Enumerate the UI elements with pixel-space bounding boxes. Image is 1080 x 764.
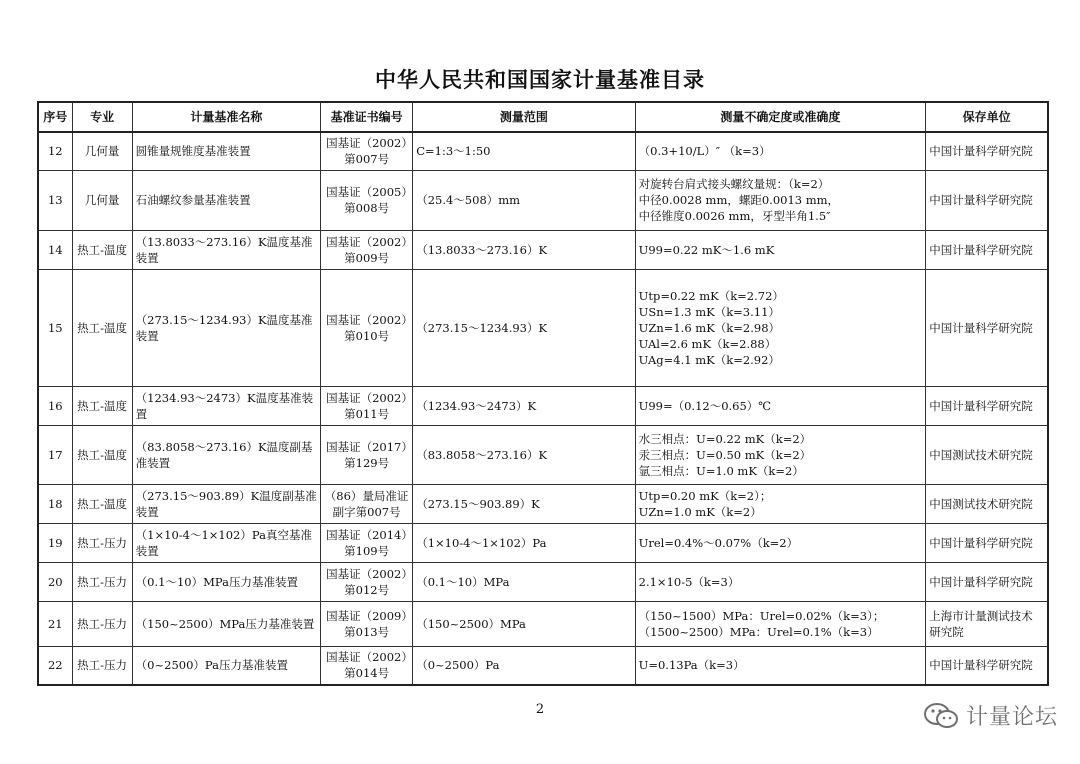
- cell-seq: 16: [38, 386, 72, 425]
- cell-range: （25.4～508）mm: [413, 170, 635, 230]
- cell-seq: 20: [38, 562, 72, 601]
- cell-cert: 国基证（2009）第013号: [321, 601, 413, 646]
- cell-cert: 国基证（2014）第109号: [321, 523, 413, 562]
- cell-cert: （86）量局准证副字第007号: [321, 484, 413, 523]
- cell-uncertainty: [635, 170, 926, 230]
- cell-cert: 国基证（2002）第011号: [321, 386, 413, 425]
- cell-range: （1×10-4～1×102）Pa: [413, 523, 635, 562]
- cell-seq: 13: [38, 170, 72, 230]
- table-body: [38, 132, 1048, 685]
- table-row: [38, 230, 1048, 269]
- cell-seq: 12: [38, 132, 72, 170]
- cell-uncertainty: [635, 601, 926, 646]
- table-row: [38, 484, 1048, 523]
- cell-name: （273.15～1234.93）K温度基准装置: [132, 269, 320, 386]
- cell-name: （150~2500）MPa压力基准装置: [132, 601, 320, 646]
- uncertainty-line: 对旋转台肩式接头螺纹量规：（k=2）: [638, 177, 830, 191]
- cell-seq: 17: [38, 425, 72, 484]
- uncertainty-line: Utp=0.22 mK（k=2.72）: [638, 288, 784, 303]
- header-seq: 序号: [38, 102, 72, 132]
- cell-range: （13.8033～273.16）K: [413, 230, 635, 269]
- cell-unit: 中国测试技术研究院: [926, 425, 1048, 484]
- header-cert: 基准证书编号: [321, 102, 413, 132]
- standards-table: [37, 101, 1049, 686]
- uncertainty-line: U=0.13Pa（k=3）: [638, 658, 745, 673]
- cell-discipline: 热工-压力: [72, 601, 132, 646]
- uncertainty-line: （150~1500）MPa：Urel=0.02%（k=3）；: [638, 608, 885, 623]
- cell-unit: 中国计量科学研究院: [926, 269, 1048, 386]
- cell-discipline: 热工-温度: [72, 269, 132, 386]
- uncertainty-line: UZn=1.0 mK（k=2）: [638, 504, 762, 519]
- cell-unit: 中国测试技术研究院: [926, 484, 1048, 523]
- uncertainty-line: 水三相点：U=0.22 mK（k=2）: [638, 431, 812, 446]
- uncertainty-line: UAl=2.6 mK（k=2.88）: [638, 336, 777, 351]
- header-name: 计量基准名称: [132, 102, 320, 132]
- uncertainty-line: （1500~2500）MPa：Urel=0.1%（k=3）: [638, 624, 879, 639]
- uncertainty-line: 2.1×10-5（k=3）: [638, 574, 740, 589]
- cell-name: （273.15～903.89）K温度副基准装置: [132, 484, 320, 523]
- cell-uncertainty: [635, 425, 926, 484]
- header-uncertainty: 测量不确定度或准确度: [635, 102, 926, 132]
- cell-discipline: 热工-压力: [72, 562, 132, 601]
- cell-range: （273.15～1234.93）K: [413, 269, 635, 386]
- uncertainty-line: UAg=4.1 mK（k=2.92）: [638, 352, 780, 367]
- cell-discipline: 热工-温度: [72, 484, 132, 523]
- cell-uncertainty: [635, 562, 926, 601]
- wechat-icon: [922, 701, 960, 731]
- cell-discipline: 热工-温度: [72, 386, 132, 425]
- uncertainty-line: 中径锥度0.0026 mm，牙型半角1.5″: [638, 209, 831, 223]
- cell-seq: 14: [38, 230, 72, 269]
- cell-seq: 21: [38, 601, 72, 646]
- cell-seq: 15: [38, 269, 72, 386]
- table-row: [38, 523, 1048, 562]
- uncertainty-line: UZn=1.6 mK（k=2.98）: [638, 320, 781, 335]
- table-row: [38, 386, 1048, 425]
- cell-uncertainty: [635, 269, 926, 386]
- cell-name: 圆锥量规锥度基准装置: [132, 132, 320, 170]
- header-discipline: 专业: [72, 102, 132, 132]
- cell-name: （13.8033～273.16）K温度基准装置: [132, 230, 320, 269]
- cell-range: （273.15～903.89）K: [413, 484, 635, 523]
- table-row: [38, 562, 1048, 601]
- uncertainty-line: 中径0.0028 mm，螺距0.0013 mm，: [638, 193, 840, 207]
- cell-name: 石油螺纹参量基准装置: [132, 170, 320, 230]
- cell-uncertainty: [635, 132, 926, 170]
- cell-range: （0.1～10）MPa: [413, 562, 635, 601]
- document-title: 中华人民共和国国家计量基准目录: [375, 68, 705, 92]
- cell-unit: 中国计量科学研究院: [926, 170, 1048, 230]
- cell-unit: 中国计量科学研究院: [926, 646, 1048, 685]
- cell-seq: 18: [38, 484, 72, 523]
- cell-uncertainty: [635, 523, 926, 562]
- cell-uncertainty: [635, 484, 926, 523]
- cell-discipline: 热工-温度: [72, 425, 132, 484]
- cell-cert: 国基证（2017）第129号: [321, 425, 413, 484]
- table-row: [38, 132, 1048, 170]
- table-row: [38, 646, 1048, 685]
- cell-unit: 中国计量科学研究院: [926, 132, 1048, 170]
- cell-discipline: 热工-压力: [72, 523, 132, 562]
- cell-cert: 国基证（2002）第010号: [321, 269, 413, 386]
- uncertainty-line: U99=0.22 mK～1.6 mK: [638, 242, 775, 257]
- cell-range: （0~2500）Pa: [413, 646, 635, 685]
- table-row: [38, 425, 1048, 484]
- watermark-text: 计量论坛: [965, 705, 1058, 730]
- uncertainty-line: Urel=0.4%～0.07%（k=2）: [638, 535, 799, 550]
- cell-cert: 国基证（2002）第009号: [321, 230, 413, 269]
- page-number: 2: [535, 702, 545, 717]
- header-range: 测量范围: [413, 102, 635, 132]
- cell-cert: 国基证（2002）第007号: [321, 132, 413, 170]
- cell-unit: 上海市计量测试技术研究院: [926, 601, 1048, 646]
- cell-range: （1234.93～2473）K: [413, 386, 635, 425]
- cell-unit: 中国计量科学研究院: [926, 230, 1048, 269]
- cell-cert: 国基证（2005）第008号: [321, 170, 413, 230]
- cell-cert: 国基证（2002）第014号: [321, 646, 413, 685]
- cell-discipline: 热工-温度: [72, 230, 132, 269]
- table-row: [38, 170, 1048, 230]
- cell-unit: 中国计量科学研究院: [926, 523, 1048, 562]
- cell-uncertainty: [635, 230, 926, 269]
- cell-name: （0.1～10）MPa压力基准装置: [132, 562, 320, 601]
- cell-name: （1234.93～2473）K温度基准装置: [132, 386, 320, 425]
- cell-uncertainty: [635, 646, 926, 685]
- uncertainty-line: USn=1.3 mK（k=3.11）: [638, 304, 780, 319]
- uncertainty-line: （0.3+10/L）″ （k=3）: [638, 144, 771, 159]
- cell-name: （1×10-4～1×102）Pa真空基准装置: [132, 523, 320, 562]
- table-header-row: [38, 102, 1048, 132]
- uncertainty-line: U99=（0.12～0.65）℃: [638, 398, 772, 413]
- cell-cert: 国基证（2002）第012号: [321, 562, 413, 601]
- cell-seq: 22: [38, 646, 72, 685]
- cell-range: （150~2500）MPa: [413, 601, 635, 646]
- cell-uncertainty: [635, 386, 926, 425]
- cell-unit: 中国计量科学研究院: [926, 562, 1048, 601]
- cell-range: C=1:3～1:50: [413, 132, 635, 170]
- cell-discipline: 几何量: [72, 170, 132, 230]
- uncertainty-line: 汞三相点：U=0.50 mK（k=2）: [638, 447, 812, 462]
- header-unit: 保存单位: [926, 102, 1048, 132]
- cell-discipline: 几何量: [72, 132, 132, 170]
- uncertainty-line: 氩三相点：U=1.0 mK（k=2）: [638, 463, 804, 478]
- cell-name: （0~2500）Pa压力基准装置: [132, 646, 320, 685]
- cell-range: （83.8058～273.16）K: [413, 425, 635, 484]
- table-row: [38, 269, 1048, 386]
- table-row: [38, 601, 1048, 646]
- watermark: [922, 700, 1058, 731]
- uncertainty-line: Utp=0.20 mK（k=2）；: [638, 488, 772, 503]
- cell-discipline: 热工-压力: [72, 646, 132, 685]
- cell-seq: 19: [38, 523, 72, 562]
- cell-unit: 中国计量科学研究院: [926, 386, 1048, 425]
- cell-name: （83.8058～273.16）K温度副基准装置: [132, 425, 320, 484]
